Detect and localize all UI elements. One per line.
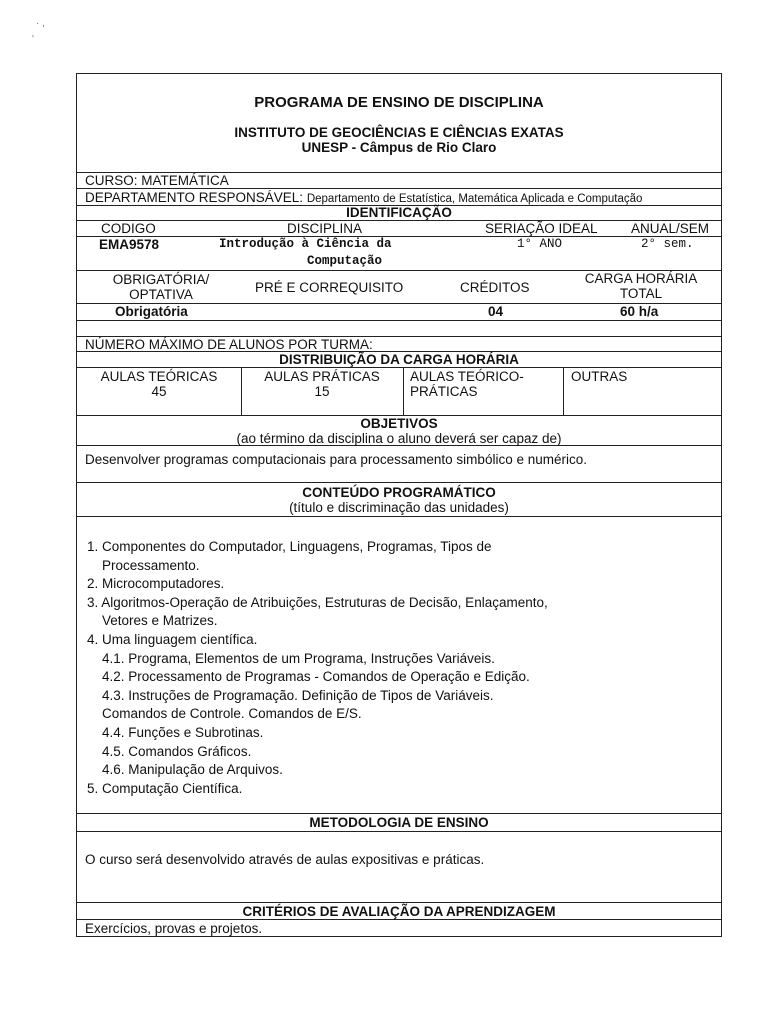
- list-item: 4.6. Manipulação de Arquivos.: [87, 762, 283, 778]
- metodologia-text: O curso será desenvolvido através de aulas expositivas e práticas.: [85, 852, 485, 867]
- scan-artifact: ': [32, 34, 34, 45]
- aulas-praticas: AULAS PRÁTICAS 15: [264, 369, 380, 399]
- col-prereq: PRÉ E CORREQUISITO: [255, 280, 404, 295]
- identificacao-heading: IDENTIFICAÇÃO: [346, 205, 452, 220]
- curso-label: CURSO:: [85, 173, 138, 188]
- campus-name: UNESP - Câmpus de Rio Claro: [301, 140, 497, 155]
- col-obrigatoria: OBRIGATÓRIA/ OPTATIVA: [112, 272, 210, 302]
- curso-value: MATEMÁTICA: [141, 173, 229, 188]
- aulas-teoricas: AULAS TEÓRICAS 45: [100, 369, 218, 399]
- metodologia-heading: METODOLOGIA DE ENSINO: [309, 815, 489, 830]
- list-item: 3. Algoritmos-Operação de Atribuições, Estruturas de Decisão, Enlaçamento,: [87, 594, 548, 610]
- list-item: Comandos de Controle. Comandos de E/S.: [87, 706, 362, 722]
- max-alunos: NÚMERO MÁXIMO DE ALUNOS POR TURMA:: [85, 337, 373, 352]
- col-seriacao: SERIAÇÃO IDEAL: [485, 221, 598, 236]
- aulas-teorico-praticas: AULAS TEÓRICO- PRÁTICAS: [410, 369, 524, 399]
- objetivos-text: Desenvolver programas computacionais para processamento simbólico e numérico.: [85, 452, 587, 467]
- list-item: 4.4. Funções e Subrotinas.: [87, 724, 264, 740]
- distribuicao-heading: DISTRIBUIÇÃO DA CARGA HORÁRIA: [279, 352, 519, 367]
- list-item: 4.1. Programa, Elementos de um Programa, Instruções Variáveis.: [87, 650, 495, 666]
- list-item: 4.2. Processamento de Programas - Comandos de Operação e Edição.: [87, 669, 530, 685]
- list-item: Processamento.: [87, 557, 200, 573]
- disciplina-value-line2: Computação: [307, 254, 383, 268]
- departamento-value: Departamento de Estatística, Matemática Aplicada e Computação: [306, 193, 643, 205]
- col-disciplina: DISCIPLINA: [287, 221, 363, 236]
- outras: OUTRAS: [571, 369, 628, 384]
- conteudo-heading: CONTEÚDO PROGRAMÁTICO: [302, 485, 496, 500]
- page-title: PROGRAMA DE ENSINO DE DISCIPLINA: [254, 94, 544, 111]
- anual-value: 2° sem.: [641, 237, 694, 251]
- scan-artifact: · ,: [36, 18, 45, 29]
- institute-name: INSTITUTO DE GEOCIÊNCIAS E CIÊNCIAS EXATAS: [234, 125, 564, 140]
- list-item: 2. Microcomputadores.: [87, 576, 225, 592]
- list-item: 4.5. Comandos Gráficos.: [87, 743, 252, 759]
- codigo-value: EMA9578: [99, 237, 160, 252]
- creditos-value: 04: [488, 304, 504, 319]
- list-item: 4. Uma linguagem científica.: [87, 631, 258, 647]
- obrigatoria-value: Obrigatória: [115, 304, 188, 319]
- criterios-text: Exercícios, provas e projetos.: [85, 921, 263, 936]
- col-codigo: CODIGO: [101, 221, 156, 236]
- objetivos-heading: OBJETIVOS: [360, 416, 438, 431]
- col-anual: ANUAL/SEM: [631, 221, 710, 236]
- list-item: 5. Computação Científica.: [87, 780, 243, 796]
- list-item: Vetores e Matrizes.: [87, 613, 218, 629]
- list-item: 1. Componentes do Computador, Linguagens, Programas, Tipos de: [87, 539, 492, 554]
- conteudo-list: [87, 538, 548, 798]
- curso-row: [85, 173, 229, 188]
- criterios-heading: CRITÉRIOS DE AVALIAÇÃO DA APRENDIZAGEM: [242, 904, 556, 919]
- departamento-label: DEPARTAMENTO RESPONSÁVEL:: [85, 190, 304, 205]
- program-form: [76, 73, 722, 937]
- col-carga: CARGA HORÁRIA TOTAL: [584, 271, 698, 301]
- seriacao-value: 1° ANO: [517, 237, 563, 251]
- col-creditos: CRÉDITOS: [460, 280, 530, 295]
- objetivos-sub: (ao término da disciplina o aluno deverá ser capaz de): [236, 431, 562, 446]
- list-item: 4.3. Instruções de Programação. Definição de Tipos de Variáveis.: [87, 687, 494, 703]
- carga-value: 60 h/a: [620, 304, 659, 319]
- conteudo-sub: (título e discriminação das unidades): [289, 500, 509, 515]
- disciplina-value-line1: Introdução à Ciência da: [219, 237, 392, 251]
